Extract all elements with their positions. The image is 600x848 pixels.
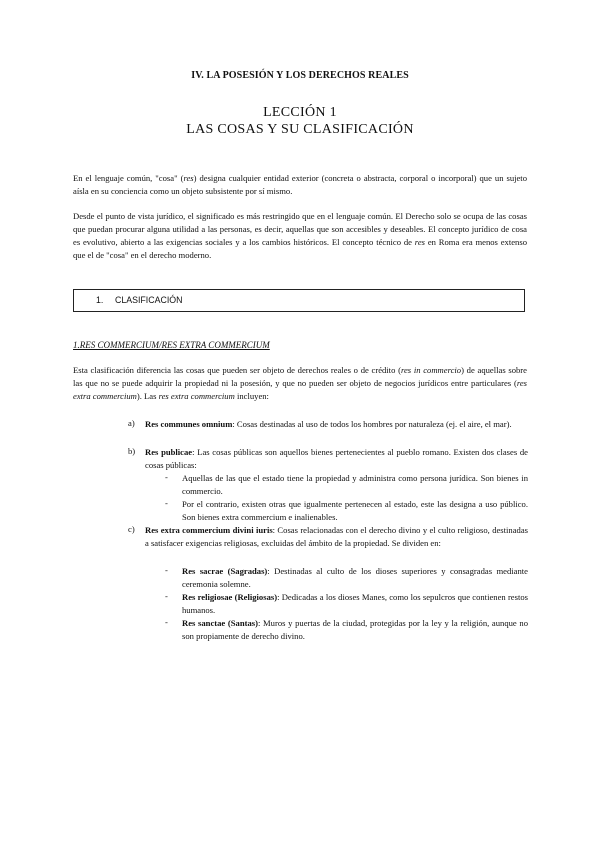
list-item-term: Res extra commercium divini iuris — [145, 525, 273, 535]
intro-p1-text-b: ) designa cualquier entidad exterior (concreta o abstracta, corporal o incorporal) que un sujeto aísla en su conciencia como un objeto subsistente por sí mismo. — [73, 173, 527, 196]
intro-p2-text-a: Desde el punto de vista jurídico, el significado es más restringido que en el lenguaje común. El Derecho solo se ocupa de las cosas que puedan procurar alguna utilidad a las personas, es decir, aquellas que son accesibles y deseables. El concepto jurídico de cosa es evolutivo, abierto a las exigencias sociales y a los cambios históricos. El concepto técnico de — [73, 211, 527, 247]
sub-list-item — [182, 617, 528, 643]
sub-list-dash: - — [165, 617, 168, 627]
sub-list-term: Res religiosae (Religiosas) — [182, 592, 278, 602]
sub-list-dash: - — [165, 591, 168, 601]
sub-em-1: res in commercio — [400, 365, 462, 375]
list-marker: a) — [128, 418, 135, 428]
sub-list-term: Res sanctae (Santas) — [182, 618, 258, 628]
list-marker: c) — [128, 524, 135, 534]
sub-list-dash: - — [165, 565, 168, 575]
list-item-desc: : Las cosas públicas son aquellos bienes pertenecientes al pueblo romano. Existen dos clases de cosas públicas: — [145, 447, 528, 470]
sub-em-2: res extra commercium — [73, 378, 527, 401]
sub-list-item — [182, 591, 528, 617]
sub-list-item: Aquellas de las que el estado tiene la propiedad y administra como persona jurídica. Son bienes in commercio. — [182, 473, 528, 496]
intro-paragraph-1 — [73, 172, 527, 198]
section-title: CLASIFICACIÓN — [115, 295, 183, 305]
intro-p2-res: res — [414, 237, 425, 247]
sub-text-d: incluyen: — [234, 391, 269, 401]
sub-list-term: Res sacrae (Sagradas) — [182, 566, 268, 576]
list-item-desc: : Cosas relacionadas con el derecho divino y el culto religioso, destinadas a satisfacer exigencias religiosas, excluidas del ámbito de la propiedad. Se dividen en: — [145, 525, 528, 548]
sub-text-c: ). Las — [136, 391, 159, 401]
list-item-term: Res publicae — [145, 447, 193, 457]
sub-list-dash: - — [165, 472, 168, 482]
section-heading-box — [73, 289, 525, 312]
sub-list-desc: : Muros y puertas de la ciudad, protegidas por la ley y la religión, aunque no son propiamente de derecho divino. — [182, 618, 528, 641]
sub-list-item: Por el contrario, existen otras que igualmente pertenecen al estado, este las designa a uso público. Son bienes extra commercium e inalienables. — [182, 499, 528, 522]
section-number: 1. — [96, 295, 104, 305]
lesson-number: LECCIÓN 1 — [263, 105, 337, 120]
intro-p1-res: res — [183, 173, 194, 183]
intro-paragraph-2 — [73, 210, 527, 262]
sub-text-a: Esta clasificación diferencia las cosas que pueden ser objeto de derechos reales o de crédito ( — [73, 365, 401, 375]
list-item-text — [145, 418, 528, 431]
sub-list-desc: : Dedicadas a los dioses Manes, como los sepulcros que contienen restos humanos. — [182, 592, 528, 615]
list-item-text — [145, 446, 528, 472]
list-item-desc: : Cosas destinadas al uso de todos los hombres por naturaleza (ej. el aire, el mar). — [232, 419, 512, 429]
list-marker: b) — [128, 446, 136, 456]
list-item-term: Res communes omnium — [145, 419, 233, 429]
sub-em-3: res extra commercium — [158, 391, 235, 401]
list-item-text — [145, 524, 528, 550]
intro-p1-text-a: En el lenguaje común, "cosa" ( — [73, 173, 184, 183]
subsection-title: 1.RES COMMERCIUM/RES EXTRA COMMERCIUM — [73, 340, 270, 350]
sub-list-dash: - — [165, 498, 168, 508]
lesson-title: LAS COSAS Y SU CLASIFICACIÓN — [186, 122, 414, 137]
sub-list-item — [182, 565, 528, 591]
sub-text-b: ) de aquellas sobre las que no se puede adquirir la propiedad ni la posesión, y que no pueden ser objeto de negocios jurídicos entre particulares ( — [73, 365, 527, 388]
subsection-paragraph — [73, 364, 527, 403]
sub-list-desc: : Destinadas al culto de los dioses superiores y consagradas mediante ceremonia solemne. — [182, 566, 528, 589]
intro-p2-text-b: en Roma era menos extenso que el de "cosa" en el derecho moderno. — [73, 237, 527, 260]
unit-header: IV. LA POSESIÓN Y LOS DERECHOS REALES — [191, 70, 409, 81]
